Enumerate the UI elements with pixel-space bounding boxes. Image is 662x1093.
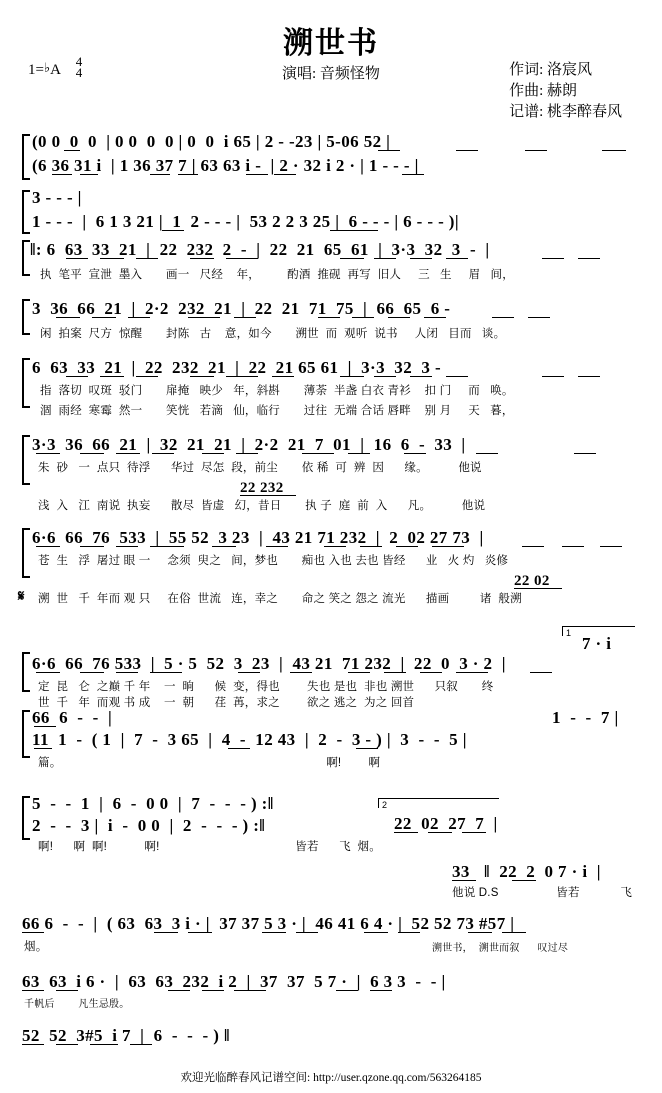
system-brace xyxy=(22,652,30,692)
music-system-6 xyxy=(22,620,642,712)
beam-mark xyxy=(456,150,478,151)
beam-mark xyxy=(468,932,492,933)
beam-mark xyxy=(602,150,626,151)
beam-mark xyxy=(228,748,250,749)
system-brace xyxy=(22,435,30,485)
notes-line-right: 22 02 27 7 | xyxy=(394,814,498,833)
music-system-11 xyxy=(22,970,642,1016)
system-brace xyxy=(22,190,30,234)
beam-mark xyxy=(56,317,80,318)
beam-mark xyxy=(274,174,296,175)
beam-mark xyxy=(356,748,378,749)
beam-mark xyxy=(578,258,600,259)
beam-mark xyxy=(574,453,596,454)
notes-line-upper: 5 - - 1 | 6 - 0 0 | 7 - - - ) :‖ xyxy=(32,794,274,813)
beam-mark xyxy=(36,546,60,547)
beam-mark xyxy=(240,495,296,496)
lyric-line-secondary: 溯世书， 溯世而叙 叹过尽 xyxy=(432,943,569,954)
beam-mark xyxy=(370,990,392,991)
beam-mark xyxy=(296,932,318,933)
beam-mark xyxy=(384,672,406,673)
beam-mark xyxy=(512,880,536,881)
beam-mark xyxy=(56,1044,78,1045)
notes-line-lower: (6 36 31 i | 1 36 37 7 | 63 63 i - | 2 · 32 i 2 · | 1 - - - | xyxy=(32,156,419,175)
beam-mark xyxy=(410,376,432,377)
beam-mark xyxy=(226,376,258,377)
system-brace xyxy=(22,796,30,840)
beam-mark xyxy=(330,230,378,231)
transcriber-credit: 记谱: 桃李醉春风 xyxy=(509,104,622,120)
beam-mark xyxy=(188,317,220,318)
notes-line-upper: 66 6 - - | xyxy=(32,708,113,727)
notes-line: 11 1 - ( 1 | 7 - 3 65 | 4 - 12 43 | 2 - 3 - ) | 3 - - 5 | xyxy=(32,730,467,749)
music-system-intro-2 xyxy=(22,188,642,238)
beam-mark xyxy=(80,672,104,673)
key-signature xyxy=(28,60,61,79)
beam-mark xyxy=(234,317,256,318)
beam-mark xyxy=(168,990,190,991)
beam-mark xyxy=(272,376,294,377)
lyric-line: 闲 拍案 尺方 惊醒 封陈 古 意，如今 溯世 而 观听 说书 人闭 目而 谈。 xyxy=(40,328,506,340)
music-system-8 xyxy=(22,792,642,856)
lyric-line: 烟。 xyxy=(24,941,48,953)
notes-line: 52 52 3#5 i 7 | 6 - - - ) ‖ xyxy=(22,1026,230,1045)
notes-line-upper: 3 - - - | xyxy=(32,188,82,207)
beam-mark xyxy=(402,174,424,175)
flat-symbol: ♭ xyxy=(43,60,51,75)
meter-numerator: 4 xyxy=(75,54,83,69)
beam-mark xyxy=(396,546,418,547)
music-system-2 xyxy=(22,297,642,351)
lyric-line: 千帆后 凡生忌殷。 xyxy=(24,999,130,1010)
beam-mark xyxy=(374,376,396,377)
beam-mark xyxy=(348,672,370,673)
notes-line-left: 33 xyxy=(452,862,470,881)
music-system-10 xyxy=(22,912,642,964)
music-system-intro-1 xyxy=(22,132,642,184)
beam-mark xyxy=(528,317,550,318)
footer-credit: 欢迎光临醉春风记谱空间: http://user.qzone.qq.com/563264185 xyxy=(180,1072,482,1084)
beam-mark xyxy=(212,546,236,547)
ending-number: 2 xyxy=(382,800,388,810)
notes-line-alt: 22 02 xyxy=(514,573,550,589)
beam-mark xyxy=(150,672,182,673)
beam-mark xyxy=(374,258,396,259)
beam-mark xyxy=(542,376,564,377)
beam-mark xyxy=(22,932,44,933)
beam-mark xyxy=(92,317,116,318)
composer-credit: 作曲: 赫朗 xyxy=(509,83,577,99)
lyric-line-verse-b: 浅 入 江 南说 执妄 散尽 皆虚 幻，昔日 执 子 庭 前 入 凡。 他说 xyxy=(38,500,486,512)
lyric-line-verse-a: 苍 生 浮 屠过 眼 一 念须 臾之 间，梦也 痴也 入也 去也 皆经 业 火 灼 炎修 xyxy=(38,555,509,567)
notes-line-right: ‖ 22 2 0 7 · i | xyxy=(484,862,601,881)
lyric-line-verse-a: 指 落切 叹斑 驳门 扉掩 映少 年，斜斟 薄荼 半盏 白衣 青衫 扣 门 而 唤。 xyxy=(40,385,514,397)
beam-mark xyxy=(262,932,286,933)
key-prefix: 1= xyxy=(28,62,44,78)
beam-mark xyxy=(324,546,346,547)
beam-mark xyxy=(364,932,388,933)
beam-mark xyxy=(80,546,104,547)
beam-mark xyxy=(136,376,158,377)
credits-block xyxy=(509,60,622,123)
beam-mark xyxy=(64,150,80,151)
beam-mark xyxy=(360,546,382,547)
system-brace xyxy=(22,240,30,276)
beam-mark xyxy=(428,832,452,833)
beam-mark xyxy=(522,546,544,547)
lyric-line-verse-b: 世 千 年 而观 书 成 一 朝 荏 苒，求之 欲之 逃之 为之 回首 xyxy=(38,697,415,709)
beam-mark xyxy=(234,990,266,991)
lyric-line: 他说 D.S 皆若 飞 xyxy=(452,887,633,899)
music-system-9 xyxy=(22,860,642,902)
beam-mark xyxy=(600,546,622,547)
beam-mark xyxy=(34,726,56,727)
beam-mark xyxy=(130,1044,152,1045)
system-brace xyxy=(22,358,30,408)
notes-line: 6 63 33 21 | 22 232 21 | 22 21 65 61 | 3·3 32 3 - xyxy=(32,358,442,377)
beam-mark xyxy=(462,832,486,833)
beam-mark xyxy=(188,932,212,933)
beam-mark xyxy=(404,453,426,454)
lyric-line: 啊! 啊 啊! 啊! 皆若 飞 烟。 xyxy=(38,841,381,853)
music-system-12 xyxy=(22,1024,642,1058)
music-system-4 xyxy=(22,433,642,521)
notes-line-alt: 22 232 xyxy=(240,480,284,496)
beam-mark xyxy=(154,932,178,933)
beam-mark xyxy=(90,1044,118,1045)
ending-number: 1 xyxy=(566,628,572,638)
beam-mark xyxy=(36,453,60,454)
system-brace xyxy=(22,528,30,578)
lyric-line-verse-a: 定 昆 仑 之巅 千 年 一 晌 候 变，得也 失也 是也 非也 溯世 只叙 终 xyxy=(38,681,494,693)
meter-denominator: 4 xyxy=(75,65,83,80)
beam-mark xyxy=(80,453,104,454)
beam-mark xyxy=(452,880,476,881)
beam-mark xyxy=(116,453,140,454)
beam-mark xyxy=(336,990,358,991)
lyricist-credit: 作词: 洛宸风 xyxy=(509,62,592,78)
beam-mark xyxy=(525,150,547,151)
beam-mark xyxy=(22,1044,44,1045)
singer-credit: 演唱: 音频怪物 xyxy=(282,66,380,82)
beam-mark xyxy=(246,174,268,175)
beam-mark xyxy=(162,230,184,231)
beam-mark xyxy=(202,453,224,454)
notes-line-lower: 1 - - - | 6 1 3 21 | 1 2 - - - | 53 2 2 3 25 | 6 - - - | 6 - - - )| xyxy=(32,212,460,231)
beam-mark xyxy=(492,317,514,318)
beam-mark xyxy=(226,258,258,259)
lyric-line: 执 笔平 宣泄 墨入 画一 尺经 年， 酌酒 推砚 再写 旧人 三 生 眉 间， xyxy=(40,269,514,281)
beam-mark xyxy=(150,546,184,547)
beam-mark xyxy=(56,990,78,991)
system-brace xyxy=(22,134,30,180)
beam-mark xyxy=(66,258,88,259)
beam-mark xyxy=(530,672,552,673)
beam-mark xyxy=(302,453,334,454)
beam-mark xyxy=(394,832,418,833)
beam-mark xyxy=(238,672,260,673)
beam-mark xyxy=(80,174,98,175)
beam-mark xyxy=(152,453,174,454)
notes-line: 6·6 66 76 533 | 55 52 3 23 | 43 21 71 232 | 2 02 27 73 | xyxy=(32,528,484,547)
beam-mark xyxy=(398,932,420,933)
beam-mark xyxy=(578,376,600,377)
beam-mark xyxy=(34,748,52,749)
beam-mark xyxy=(178,174,198,175)
beam-mark xyxy=(424,317,446,318)
beam-mark xyxy=(116,546,138,547)
beam-mark xyxy=(52,174,72,175)
beam-mark xyxy=(410,258,432,259)
beam-mark xyxy=(116,672,138,673)
lyric-line: 篇。 啊! 啊 xyxy=(38,757,381,769)
beam-mark xyxy=(236,453,258,454)
system-brace xyxy=(22,710,30,758)
beam-mark xyxy=(340,258,364,259)
beam-mark xyxy=(420,672,442,673)
time-signature xyxy=(70,56,88,78)
music-system-3 xyxy=(22,356,642,428)
beam-mark xyxy=(476,453,498,454)
beam-mark xyxy=(432,546,464,547)
beam-mark xyxy=(502,932,526,933)
notes-line: 6·6 66 76 533 | 5 · 5 52 3 23 | 43 21 71 232 | 22 0 3 · 2 | xyxy=(32,654,506,673)
beam-mark xyxy=(352,317,374,318)
beam-mark xyxy=(348,453,370,454)
beam-mark xyxy=(190,376,214,377)
system-brace xyxy=(22,299,30,335)
notes-pickup: 7 · i xyxy=(582,634,612,653)
beam-mark xyxy=(202,990,224,991)
notes-line-upper-right: 1 - - 7 | xyxy=(552,708,619,727)
beam-mark xyxy=(100,376,124,377)
beam-mark xyxy=(340,376,364,377)
music-system-1 xyxy=(22,238,642,292)
beam-mark xyxy=(562,546,584,547)
notes-line: 3·3 36 66 21 | 32 21 21 | 2·2 21 7 01 | 16 6 - 33 | xyxy=(32,435,466,454)
beam-mark xyxy=(388,317,410,318)
notes-line: 66 6 - - | ( 63 63 3 i · | 37 37 5 3 · | 46 41 6 4 · | 52 52 73 #57 | xyxy=(22,914,515,933)
notes-line: 63 63 i 6 · | 63 63 232 i 2 | 37 37 5 7 · | 6 3 3 - - | xyxy=(22,972,446,991)
beam-mark xyxy=(190,258,214,259)
ending-bracket xyxy=(378,798,499,808)
music-system-5 xyxy=(18,526,642,622)
notes-line-upper: (0 0 0 0 | 0 0 0 0 | 0 0 i 65 | 2 - -23 | 5-06 52 | xyxy=(32,132,391,151)
notes-line: ‖: 6 63 33 21 | 22 232 2 - | 22 21 65 61 | 3·3 32 3 - | xyxy=(30,240,490,259)
beam-mark xyxy=(22,990,44,991)
beam-mark xyxy=(150,174,170,175)
page-title: 溯世书 xyxy=(283,27,379,60)
lyric-line-verse-a: 朱 砂 一 点只 待浮 华过 尽怎 段，前尘 依 稀 可 辨 因 缘。 他说 xyxy=(38,462,482,474)
beam-mark xyxy=(66,376,88,377)
beam-mark xyxy=(136,258,158,259)
lyric-line-verse-b: 溯 世 千 年而 观 只 在俗 世流 连，幸之 命之 笑之 怨之 流光 描画 诸 般溯 xyxy=(38,593,522,605)
beam-mark xyxy=(318,317,340,318)
key-letter: A xyxy=(50,62,61,78)
beam-mark xyxy=(514,588,562,589)
beam-mark xyxy=(456,672,488,673)
beam-mark xyxy=(128,317,150,318)
beam-mark xyxy=(266,546,288,547)
beam-mark xyxy=(542,258,564,259)
segno-icon: 𝄋 xyxy=(18,589,25,605)
beam-mark xyxy=(290,672,312,673)
notes-line: 3 36 66 21 | 2·2 232 21 | 22 21 71 75 | 66 65 6 - xyxy=(32,299,451,318)
beam-mark xyxy=(100,258,124,259)
beam-mark xyxy=(36,672,60,673)
beam-mark xyxy=(378,150,400,151)
beam-mark xyxy=(446,376,468,377)
music-system-7 xyxy=(22,706,642,776)
lyric-line-verse-b: 涸 雨经 寒霉 然一 笑恍 若滴 仙，临行 过往 无端 合话 唇畔 别 月 天 暮， xyxy=(40,405,514,417)
notes-line: 2 - - 3 | i - 0 0 | 2 - - - ) :‖ xyxy=(32,816,266,835)
beam-mark xyxy=(446,258,468,259)
